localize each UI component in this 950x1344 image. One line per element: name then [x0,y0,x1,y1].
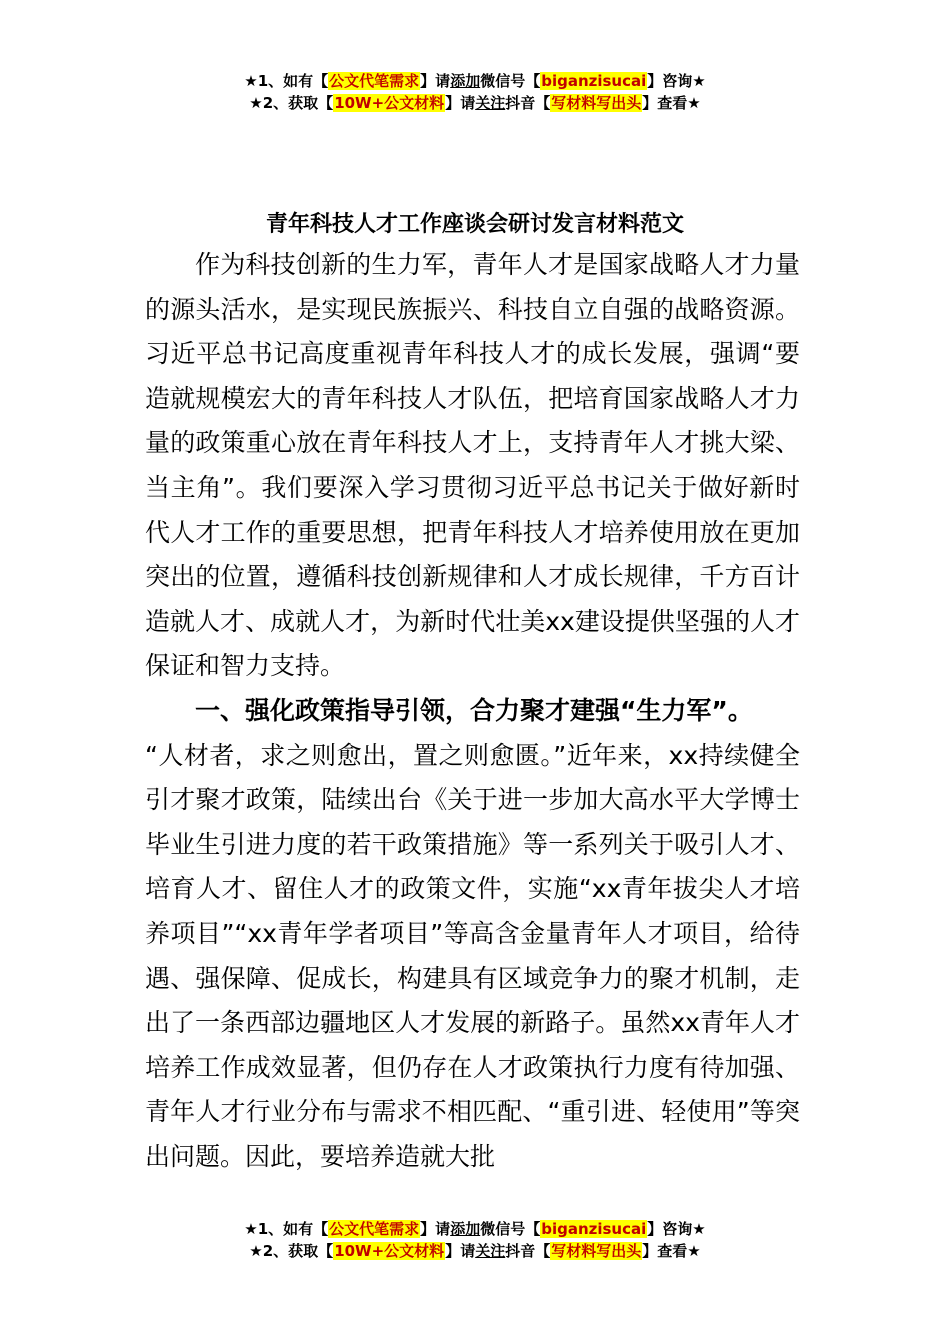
banner-highlight: 10W+公文材料 [334,1242,445,1260]
banner-underline-text: 关注 [475,94,506,112]
document-title: 青年科技人才工作座谈会研讨发言材料范文 [265,211,684,237]
banner-line-2 [0,1240,950,1262]
document-body [145,243,800,1179]
banner-line-2 [0,92,950,114]
banner-line-1 [0,1218,950,1240]
section-heading: 一、强化政策指导引领，合力聚才建强“生力军”。 [195,695,753,725]
banner-highlight: 写材料写出头 [551,94,642,112]
banner-line-1 [0,70,950,92]
body-paragraph: “人材者，求之则愈出，置之则愈匮。”近年来，xx持续健全引才聚才政策，陆续出台《关于进一步加大高水平大学博士毕业生引进力度的若干政策措施》等一系列关于吸引人才、培育人才、留住人才的政策文件，实施“xx青年拔尖人才培养项目”“xx青年学者项目”等高含金量青年人才项目，给待遇、强保障、促成长，构建具有区域竞争力的聚才机制，走出了一条西部边疆地区人才发展的新路子。虽然xx青年人才培养工作成效显著，但仍存在人才政策执行力度有待加强、青年人才行业分布与需求不相匹配、“重引进、轻使用”等突出问题。因此，要培养造就大批 [145,740,800,1171]
banner-highlight: 公文代笔需求 [329,72,420,90]
banner-text: ★1、如有【 [244,72,329,90]
banner-underline-text: 添加 [450,72,481,90]
banner-text: 】咨询★ [647,1220,706,1238]
banner-text: 微信号【 [480,72,541,90]
banner-text: ★2、获取【 [249,94,334,112]
banner-text: 】查看★ [642,1242,701,1260]
header-banner [0,70,950,114]
banner-text: 微信号【 [480,1220,541,1238]
banner-text: ★1、如有【 [244,1220,329,1238]
body-paragraph: 作为科技创新的生力军，青年人才是国家战略人才力量的源头活水，是实现民族振兴、科技自立自强的战略资源。习近平总书记高度重视青年科技人才的成长发展，强调“要造就规模宏大的青年科技人才队伍，把培育国家战略人才力量的政策重心放在青年科技人才上，支持青年人才挑大梁、当主角”。我们要深入学习贯彻习近平总书记关于做好新时代人才工作的重要思想，把青年科技人才培养使用放在更加突出的位置，遵循科技创新规律和人才成长规律，千方百计造就人才、成就人才，为新时代壮美xx建设提供坚强的人才保证和智力支持。 [145,250,800,681]
banner-text: 】请 [445,1242,476,1260]
banner-text: 】请 [420,72,451,90]
banner-underline-text: 添加 [450,1220,481,1238]
banner-highlight: biganzisucai [541,72,647,90]
banner-text: 】查看★ [642,94,701,112]
banner-underline-text: 关注 [475,1242,506,1260]
banner-text: 】请 [445,94,476,112]
banner-highlight: 10W+公文材料 [334,94,445,112]
banner-text: 抖音【 [505,94,551,112]
banner-text: 】请 [420,1220,451,1238]
banner-text: 】咨询★ [647,72,706,90]
banner-text: ★2、获取【 [249,1242,334,1260]
footer-banner [0,1218,950,1262]
banner-highlight: 写材料写出头 [551,1242,642,1260]
banner-highlight: biganzisucai [541,1220,647,1238]
banner-highlight: 公文代笔需求 [329,1220,420,1238]
banner-text: 抖音【 [505,1242,551,1260]
